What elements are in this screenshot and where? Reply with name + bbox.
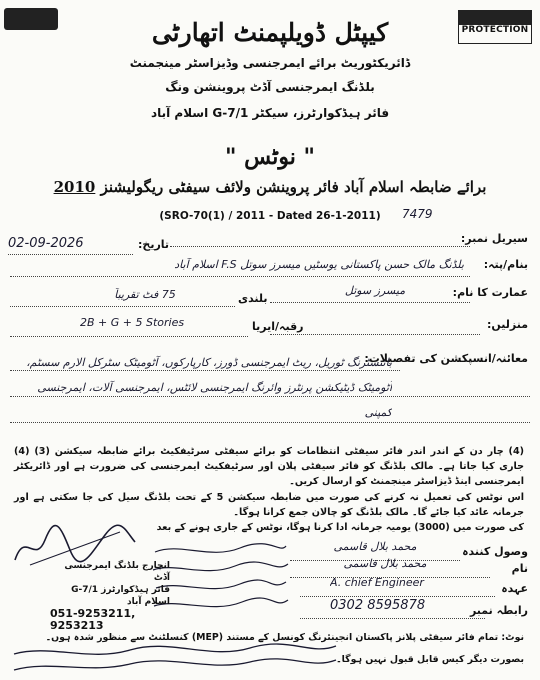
- contact-number-value: 0302 8595878: [330, 598, 426, 613]
- received-by-value: محمد بلال قاسمی: [333, 540, 417, 553]
- stamp-phones: 051-9253211, 9253213: [50, 607, 136, 632]
- handwritten-remarks: [150, 540, 290, 625]
- name-address-value: بلڈنگ مالک حسن پاکستانی یوسٹیں میسرز سوتل F.S اسلام آباد: [174, 258, 464, 271]
- designation-value: A. chief Engineer: [330, 576, 424, 589]
- department-title: کیپٹل ڈویلپمنٹ اتھارٹی: [151, 18, 389, 47]
- receiver-name-label: نام: [511, 562, 528, 575]
- height-value: 75 فٹ تقریباً: [114, 288, 176, 301]
- inspection-line-1: [10, 370, 400, 371]
- official-stamp: [50, 560, 170, 632]
- designation-label: عہدہ: [501, 582, 528, 595]
- date-line: [8, 254, 133, 255]
- date-label: تاریخ:: [138, 238, 170, 251]
- area-line: [10, 336, 248, 337]
- stamp-line-2: فائر ہیڈکوارٹرز G-7/1 اسلام آباد: [71, 585, 170, 607]
- receiver-name-value: محمد بلال قاسمی: [343, 557, 427, 570]
- building-name-value: میسرز سوتل: [344, 284, 406, 297]
- inspection-label: معائنہ/انسپکشن کی تفصیلات:: [364, 352, 528, 365]
- inspection-line-2: [10, 396, 530, 397]
- handwritten-footer-remark: [10, 640, 340, 674]
- date-value: 02-09-2026: [8, 236, 84, 251]
- stamp-line-1: انچارج بلڈنگ ایمرجنسی آڈٹ: [64, 561, 170, 583]
- floors-line: [270, 334, 480, 335]
- received-by-label: وصول کنندہ: [462, 545, 528, 558]
- height-label: بلندی: [238, 292, 268, 305]
- floors-label: منزلیں:: [486, 318, 528, 331]
- serial-line: [170, 246, 470, 247]
- contact-number-label: رابطہ نمبر: [469, 604, 528, 617]
- footer-note: نوٹ: تمام فائر سیفٹی پلانز پاکستان انجینئرنگ کونسل کے مستند (MEP) کنسلٹنٹ سے منظور شدہ ہوں۔: [45, 632, 524, 643]
- inspection-value: بائنسٹرنگ ٹوریل، ریٹ ایمرجنسی ڈورز، کارپارکوں، آٹومیٹک سٹرکل الارم سسٹم، آٹومیٹک ڈیٹیکشن پرنٹرز وائرنگ ایمرجنسی لائٹس، ایمرجنسی آلات، ایمرجنسی کمپنی: [26, 356, 392, 419]
- serial-label: سیریل نمبر:: [460, 232, 528, 245]
- title-text: برائے ضابطہ اسلام آباد فائر پروینشن ولائف سیفٹی ریگولیشنز: [100, 178, 487, 196]
- title-year: 2010: [53, 178, 96, 196]
- name-address-line: [10, 276, 470, 277]
- sro-reference: (SRO-70(1) / 2011 - Dated 26-1-2011): [159, 210, 381, 222]
- logo-right-text: PROTECTION: [461, 25, 529, 35]
- regulations-title: [0, 178, 540, 196]
- wing-line: بلڈنگ ایمرجنسی آڈٹ پروینشن ونگ: [165, 80, 375, 94]
- height-line: [10, 306, 235, 307]
- address-line: فائر ہیڈکوارٹرز، سیکٹر G-7/1 اسلام آباد: [150, 106, 390, 120]
- designation-line: [300, 596, 495, 597]
- building-name-label: عمارت کا نام:: [452, 286, 528, 299]
- area-label: رقبہ/ایریا: [252, 320, 304, 333]
- serial-number-handwritten: 7479: [402, 207, 433, 221]
- body-paragraph-3: کی صورت میں (3000) یومیہ جرمانہ ادا کرنا ہوگا، نوٹس کے جاری ہونے کے بعد: [156, 522, 524, 533]
- body-paragraph-2: اس نوٹس کی تعمیل نہ کرنے کی صورت میں ضابطہ سیکشن 5 کے تحت بلڈنگ سیل کی جا سکتی ہے اور جرمانہ عائد کیا جائے گا۔ مالک بلڈنگ کو چالان جمع کرانا ہوگا۔: [14, 492, 524, 518]
- building-name-line: [270, 302, 470, 303]
- floors-value: 2B + G + 5 Stories: [80, 316, 185, 329]
- notice-heading: " نوٹس ": [225, 144, 315, 170]
- directorate-line: ڈائریکٹوریٹ برائے ایمرجنسی وڈیزاسٹر مینجمنٹ: [129, 56, 411, 70]
- inspection-line-3: [10, 422, 530, 423]
- name-address-label: بنام/پتہ:: [483, 258, 528, 271]
- footer-tail: بصورت دیگر کیس قابل قبول نہیں ہوگا۔: [336, 654, 524, 665]
- body-paragraph-1: (4) چار دن کے اندر اندر فائر سیفٹی انتظامات کو برائے سیفٹی سرٹیفکیٹ برائے ضابطہ سیکشن (3) (4) جاری کیا جاتا ہے۔ مالک بلڈنگ کو فائر سیفٹی پلان اور سرٹیفکیٹ ایمرجنسی کی ضرورت ہے اور ڈائریکٹر ایمرجنسی اینڈ ڈیزاسٹر مینجمنٹ کو ارسال کریں۔: [14, 446, 525, 487]
- contact-number-line: [300, 618, 485, 619]
